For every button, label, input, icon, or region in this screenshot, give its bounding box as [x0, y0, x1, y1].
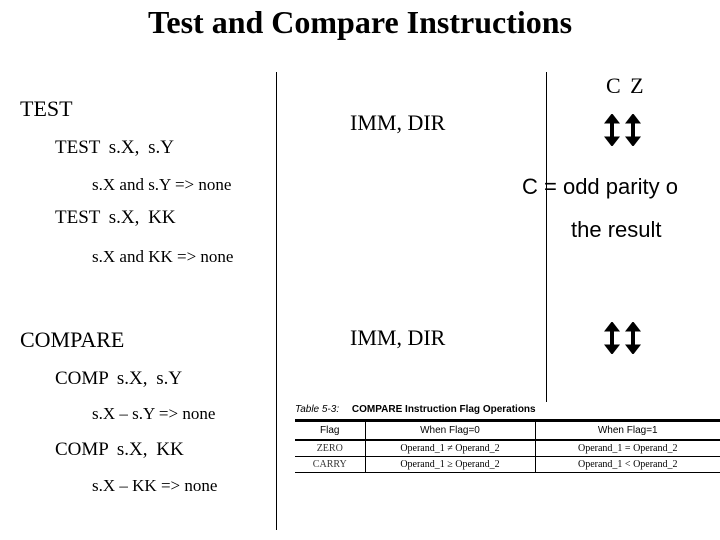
double-arrow-icon [605, 322, 619, 354]
flag-table-caption-text: COMPARE Instruction Flag Operations [351, 404, 536, 415]
double-arrow-icon [626, 114, 640, 146]
test-line-3: TEST s.X, KK [55, 207, 176, 228]
table-row [295, 457, 720, 473]
test-flag-note-line-2: the result [571, 217, 662, 242]
test-flag-note-line-1: C = odd parity o [522, 174, 678, 199]
flags-header: C Z [606, 73, 646, 98]
compare-addressing-modes: IMM, DIR [350, 325, 446, 350]
compare-line-3: COMP s.X, KK [55, 439, 184, 460]
test-flag-arrows [604, 114, 644, 146]
column-divider-right [546, 72, 547, 402]
table-header-row [295, 421, 720, 441]
column-divider-left [276, 72, 277, 530]
table-cell: Operand_1 ≥ Operand_2 [365, 457, 535, 473]
table-cell: CARRY [295, 457, 365, 473]
column-header: When Flag=1 [535, 421, 720, 441]
flag-table-caption-number: Table 5-3: [295, 404, 340, 415]
table-cell: Operand_1 = Operand_2 [535, 440, 720, 457]
column-header: Flag [295, 421, 365, 441]
column-header: When Flag=0 [365, 421, 535, 441]
double-arrow-icon [605, 114, 619, 146]
test-line-4: s.X and KK => none [92, 247, 234, 266]
slide-title: Test and Compare Instructions [147, 4, 573, 40]
compare-line-2: s.X – s.Y => none [92, 404, 216, 423]
compare-heading: COMPARE [20, 327, 125, 352]
flag-table-caption [295, 404, 536, 415]
compare-line-4: s.X – KK => none [92, 476, 218, 495]
flag-operations-table [295, 419, 720, 473]
test-line-1: TEST s.X, s.Y [55, 137, 175, 158]
table-cell: Operand_1 < Operand_2 [535, 457, 720, 473]
test-addressing-modes: IMM, DIR [350, 110, 446, 135]
table-cell: Operand_1 ≠ Operand_2 [365, 440, 535, 457]
test-heading: TEST [20, 96, 73, 121]
compare-line-1: COMP s.X, s.Y [55, 368, 183, 389]
compare-flag-arrows [604, 322, 644, 354]
table-cell: ZERO [295, 440, 365, 457]
double-arrow-icon [626, 322, 640, 354]
table-row [295, 440, 720, 457]
test-line-2: s.X and s.Y => none [92, 175, 232, 194]
